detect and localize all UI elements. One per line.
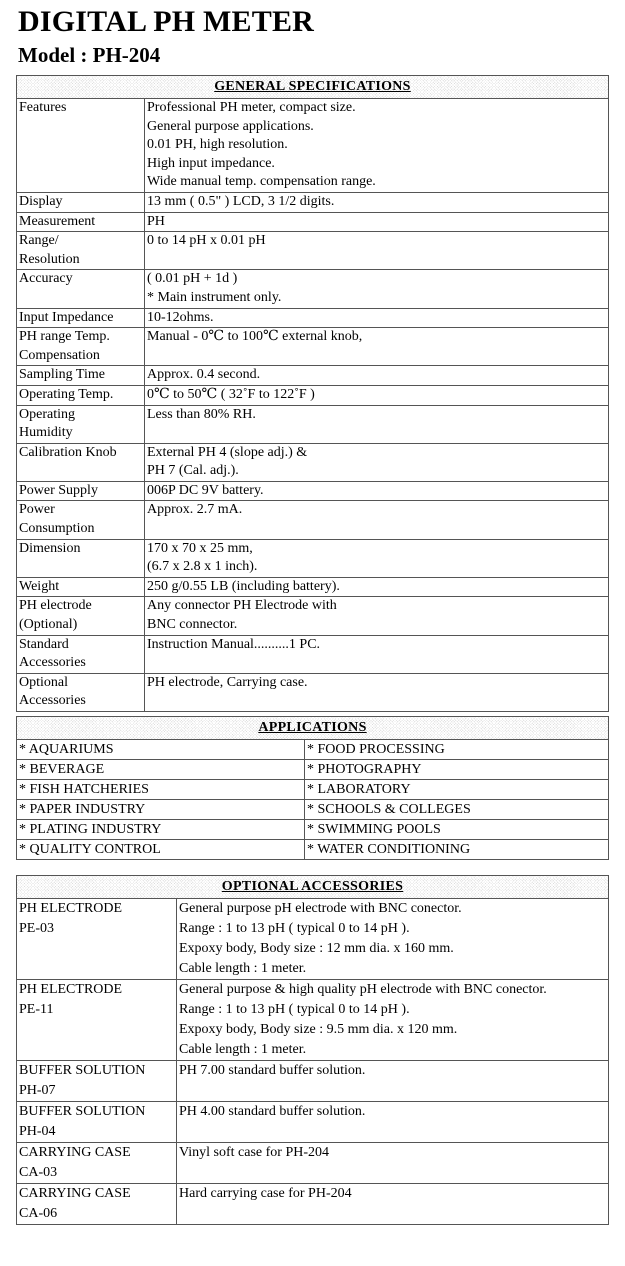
- spec-label: [17, 232, 145, 270]
- spec-row: [17, 270, 609, 308]
- cell-line: (6.7 x 2.8 x 1 inch).: [147, 559, 258, 575]
- spec-row: [17, 405, 609, 443]
- spec-row: [17, 99, 609, 193]
- accessory-row: [17, 1184, 609, 1225]
- accessory-description: [177, 1102, 609, 1143]
- spec-value: [145, 501, 609, 539]
- spec-row: [17, 577, 609, 597]
- cell-line: BUFFER SOLUTION: [19, 1063, 146, 1078]
- cell-line: General purpose pH electrode with BNC conector.: [179, 901, 462, 916]
- specifications-heading: GENERAL SPECIFICATIONS: [17, 76, 609, 99]
- application-item: * WATER CONDITIONING: [305, 840, 609, 860]
- application-row: [17, 780, 609, 800]
- cell-line: Operating: [19, 406, 75, 422]
- cell-line: 250 g/0.55 LB (including battery).: [147, 578, 340, 594]
- spec-value: [145, 481, 609, 501]
- accessory-description: [177, 1061, 609, 1102]
- accessory-row: [17, 1061, 609, 1102]
- application-item: * AQUARIUMS: [17, 740, 305, 760]
- spec-row: [17, 539, 609, 577]
- applications-table: [16, 716, 609, 860]
- cell-line: CA-03: [19, 1165, 58, 1180]
- spec-row: [17, 308, 609, 328]
- accessory-row: [17, 1102, 609, 1143]
- application-item: * PLATING INDUSTRY: [17, 820, 305, 840]
- cell-line: Range/: [19, 233, 59, 249]
- accessory-description: [177, 980, 609, 1061]
- spec-label: [17, 577, 145, 597]
- spec-label: [17, 635, 145, 673]
- spec-row: [17, 192, 609, 212]
- accessory-name: [17, 1143, 177, 1184]
- application-item: * SCHOOLS & COLLEGES: [305, 800, 609, 820]
- cell-line: Accessories: [19, 655, 86, 671]
- application-item: * PHOTOGRAPHY: [305, 760, 609, 780]
- application-row: [17, 820, 609, 840]
- accessory-row: [17, 1143, 609, 1184]
- application-item: * PAPER INDUSTRY: [17, 800, 305, 820]
- cell-line: Optional: [19, 674, 68, 690]
- cell-line: Power: [19, 502, 55, 518]
- spec-row: [17, 385, 609, 405]
- spec-row: [17, 443, 609, 481]
- cell-line: Standard: [19, 636, 69, 652]
- cell-line: PH electrode, Carrying case.: [147, 674, 308, 690]
- cell-line: Range : 1 to 13 pH ( typical 0 to 14 pH ).: [179, 1002, 410, 1017]
- spec-label: [17, 405, 145, 443]
- spec-row: [17, 501, 609, 539]
- cell-line: Compensation: [19, 347, 100, 363]
- accessory-name: [17, 1102, 177, 1143]
- cell-line: Any connector PH Electrode with: [147, 598, 337, 614]
- application-item: * BEVERAGE: [17, 760, 305, 780]
- cell-line: Cable length : 1 meter.: [179, 961, 307, 976]
- cell-line: PH 7 (Cal. adj.).: [147, 463, 239, 479]
- cell-line: Humidity: [19, 425, 73, 441]
- cell-line: Weight: [19, 578, 60, 594]
- application-item: * QUALITY CONTROL: [17, 840, 305, 860]
- cell-line: PH ELECTRODE: [19, 901, 123, 916]
- cell-line: General purpose & high quality pH electrode with BNC conector.: [179, 982, 547, 997]
- cell-line: 170 x 70 x 25 mm,: [147, 540, 253, 556]
- spec-row: [17, 481, 609, 501]
- cell-line: Professional PH meter, compact size.: [147, 100, 356, 115]
- accessory-description: [177, 899, 609, 980]
- spec-value: [145, 99, 609, 193]
- spec-value: [145, 212, 609, 232]
- spec-label: [17, 270, 145, 308]
- spec-label: [17, 443, 145, 481]
- spec-value: [145, 328, 609, 366]
- accessory-row: [17, 980, 609, 1061]
- spec-value: [145, 192, 609, 212]
- spec-label: [17, 192, 145, 212]
- cell-line: PH ELECTRODE: [19, 982, 123, 997]
- spec-value: [145, 673, 609, 711]
- cell-line: BUFFER SOLUTION: [19, 1104, 146, 1119]
- cell-line: Instruction Manual..........1 PC.: [147, 636, 321, 652]
- cell-line: PH range Temp.: [19, 329, 110, 345]
- spec-label: [17, 308, 145, 328]
- spec-value: [145, 366, 609, 386]
- application-row: [17, 800, 609, 820]
- cell-line: Vinyl soft case for PH-204: [179, 1145, 330, 1160]
- cell-line: Sampling Time: [19, 367, 105, 383]
- spec-label: [17, 673, 145, 711]
- spec-label: [17, 539, 145, 577]
- cell-line: Hard carrying case for PH-204: [179, 1186, 352, 1201]
- specifications-table: [16, 75, 609, 712]
- spec-row: [17, 673, 609, 711]
- cell-line: ( 0.01 pH + 1d ): [147, 271, 238, 287]
- spec-row: [17, 635, 609, 673]
- applications-heading: APPLICATIONS: [17, 717, 609, 740]
- cell-line: High input impedance.: [147, 155, 275, 171]
- cell-line: Power Supply: [19, 482, 98, 498]
- spec-label: [17, 597, 145, 635]
- spec-label: [17, 212, 145, 232]
- cell-line: Range : 1 to 13 pH ( typical 0 to 14 pH ).: [179, 921, 410, 936]
- cell-line: * Main instrument only.: [147, 289, 282, 305]
- application-row: [17, 840, 609, 860]
- spec-value: [145, 308, 609, 328]
- spec-label: [17, 481, 145, 501]
- spec-value: [145, 635, 609, 673]
- spec-value: [145, 597, 609, 635]
- spec-row: [17, 232, 609, 270]
- spec-row: [17, 597, 609, 635]
- cell-line: PH-04: [19, 1124, 56, 1139]
- cell-line: Consumption: [19, 521, 95, 537]
- application-item: * FISH HATCHERIES: [17, 780, 305, 800]
- cell-line: CARRYING CASE: [19, 1145, 131, 1160]
- cell-line: CARRYING CASE: [19, 1186, 131, 1201]
- cell-line: CA-06: [19, 1206, 58, 1221]
- accessories-table: [16, 875, 609, 1225]
- accessory-description: [177, 1143, 609, 1184]
- cell-line: Features: [19, 100, 67, 115]
- application-row: [17, 740, 609, 760]
- cell-line: PH electrode: [19, 598, 92, 614]
- cell-line: Less than 80% RH.: [147, 406, 256, 422]
- spec-row: [17, 328, 609, 366]
- cell-line: Expoxy body, Body size : 9.5 mm dia. x 120 mm.: [179, 1022, 458, 1037]
- cell-line: PH 7.00 standard buffer solution.: [179, 1063, 366, 1078]
- cell-line: 006P DC 9V battery.: [147, 482, 264, 498]
- cell-line: General purpose applications.: [147, 118, 314, 134]
- spec-value: [145, 443, 609, 481]
- cell-line: Approx. 0.4 second.: [147, 367, 261, 383]
- accessory-name: [17, 899, 177, 980]
- cell-line: Manual - 0℃ to 100℃ external knob,: [147, 329, 363, 345]
- spec-row: [17, 366, 609, 386]
- spec-label: [17, 385, 145, 405]
- cell-line: External PH 4 (slope adj.) &: [147, 444, 308, 460]
- spec-label: [17, 501, 145, 539]
- cell-line: 10-12ohms.: [147, 309, 214, 325]
- cell-line: PE-11: [19, 1002, 54, 1017]
- cell-line: 0.01 PH, high resolution.: [147, 137, 288, 153]
- cell-line: Operating Temp.: [19, 386, 114, 402]
- spec-value: [145, 270, 609, 308]
- spec-label: [17, 366, 145, 386]
- application-item: * SWIMMING POOLS: [305, 820, 609, 840]
- cell-line: Display: [19, 193, 63, 209]
- accessories-heading: OPTIONAL ACCESSORIES: [17, 876, 609, 899]
- cell-line: Accessories: [19, 693, 86, 709]
- cell-line: BNC connector.: [147, 617, 238, 633]
- cell-line: Approx. 2.7 mA.: [147, 502, 243, 518]
- page-title: DIGITAL PH METER: [18, 5, 315, 38]
- accessory-description: [177, 1184, 609, 1225]
- accessory-row: [17, 899, 609, 980]
- cell-line: Input Impedance: [19, 309, 114, 325]
- spec-row: [17, 212, 609, 232]
- cell-line: Wide manual temp. compensation range.: [147, 174, 376, 190]
- cell-line: Accuracy: [19, 271, 73, 287]
- spec-label: [17, 99, 145, 193]
- cell-line: (Optional): [19, 617, 78, 633]
- spec-label: [17, 328, 145, 366]
- accessory-name: [17, 1061, 177, 1102]
- cell-line: PH: [147, 213, 165, 229]
- cell-line: Dimension: [19, 540, 81, 556]
- cell-line: PE-03: [19, 921, 54, 936]
- cell-line: PH 4.00 standard buffer solution.: [179, 1104, 366, 1119]
- spec-value: [145, 405, 609, 443]
- cell-line: Resolution: [19, 251, 80, 267]
- cell-line: Expoxy body, Body size : 12 mm dia. x 160 mm.: [179, 941, 454, 956]
- cell-line: 13 mm ( 0.5" ) LCD, 3 1/2 digits.: [147, 193, 335, 209]
- application-item: * LABORATORY: [305, 780, 609, 800]
- accessory-name: [17, 1184, 177, 1225]
- spec-value: [145, 385, 609, 405]
- cell-line: PH-07: [19, 1083, 56, 1098]
- cell-line: 0℃ to 50℃ ( 32˚F to 122˚F ): [147, 386, 315, 402]
- model-subtitle: Model : PH-204: [18, 43, 161, 67]
- cell-line: Cable length : 1 meter.: [179, 1042, 307, 1057]
- spec-value: [145, 232, 609, 270]
- application-item: * FOOD PROCESSING: [305, 740, 609, 760]
- spec-value: [145, 539, 609, 577]
- application-row: [17, 760, 609, 780]
- cell-line: Measurement: [19, 213, 96, 229]
- cell-line: Calibration Knob: [19, 444, 117, 460]
- cell-line: 0 to 14 pH x 0.01 pH: [147, 233, 266, 249]
- accessory-name: [17, 980, 177, 1061]
- spec-value: [145, 577, 609, 597]
